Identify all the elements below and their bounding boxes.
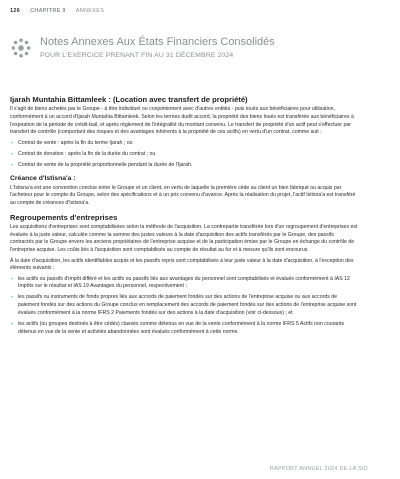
list-item: • Contrat de donation : après la fin de la durée du contrat ; ou [10,151,358,159]
istisna-heading: Créance d'Istisna'a : [10,174,76,182]
list-item: • les actifs (ou groupes destinés à être cédés) classés comme détenus en vue de la vente conformément à la norme IFRS 5 Actifs non courants détenus en vue de la vente et activités abandonnées sont évalués conformément à cette norme. [10,321,358,336]
page-footer: RAPPORT ANNUEL 2024 DE LA SID [269,466,368,472]
istisna-section [10,174,358,208]
regroupements-section [10,212,358,337]
ijarah-paragraph: Il s'agit de biens achetés par le Groupe - à titre individuel ou conjointement avec d'autres entités - puis loués aux bénéficiaires pour utilisation, conformément à un accord d'Ijarah Muntahia Bittamleek. Selon les termes dudit accord, la propriété des biens loués est transférée aux bénéficiaires à l'expiration de la période de crédit-bail, et après règlement de l'intégralité du montant convenu. Le transfert de propriété d'un actif peut s'effectuer par transfert de contrôle (comportant des risques et des avantages inhérents à la propriété de ces actifs) en vertu d'un contrat, comme suit : [10,106,354,136]
list-item: • Contrat de vente : après la fin du terme Ijarah ; ou [10,140,358,148]
list-item: • les passifs ou instruments de fonds propres liés aux accords de paiement fondés sur des actions de l'entreprise acquise ou aux accords de paiement fondés sur des actions du Groupe conclus en remplacement des accords de paiement fondés sur des actions de l'entreprise acquise sont évalués conformément à la norme IFRS 2 Paiements fondés sur des actions à la date d'acquisition (voir ci-dessous) ; et [10,294,358,317]
chapter-label: CHAPITRE 9 [30,8,66,14]
regroupements-paragraph-1: Les acquisitions d'entreprises sont comptabilisées selon la méthode de l'acquisition. La contrepartie transférée lors d'un regroupement d'entreprises est évaluée à la juste valeur, calculée comme la somme des justes valeurs à la date d'acquisition des actifs transférés par le Groupe, des passifs contractés par le Groupe envers les anciens propriétaires de l'entreprise acquise et de la participation émise par le Groupe en échange du contrôle de l'entreprise acquise. Les coûts liés à l'acquisition sont comptabilisés au compte de résultat au fur et à mesure qu'ils sont encourus. [10,223,358,254]
ijarah-heading: Ijarah Muntahia Bittamleek : (Location avec transfert de propriété) [10,95,248,104]
page-subtitle: POUR L'EXERCICE PRENANT FIN AU 31 DÉCEMBRE 2024 [40,52,234,59]
page-title: Notes Annexes Aux États Financiers Consolidés [40,36,275,48]
ijarah-section [10,94,358,170]
regroupements-list [10,276,358,337]
ijarah-list [10,140,358,170]
page-header [10,8,104,14]
regroupements-paragraph-2: À la date d'acquisition, les actifs identifiables acquis et les passifs repris sont comptabilisés à leur juste valeur à la date d'acquisition, à l'exception des éléments suivants : [10,257,354,272]
list-item: • Contrat de vente de la propriété proportionnelle pendant la durée de l'Ijarah. [10,162,358,170]
regroupements-heading: Regroupements d'entreprises [10,212,118,222]
organization-logo-icon [10,37,32,59]
list-item: • les actifs ou passifs d'impôt différé et les actifs ou passifs liés aux avantages du personnel sont comptabilisés et évalués conformément à IAS 12 Impôts sur le résultat et IAS 19 Avantages du personnel, respectivement ; [10,276,358,291]
page-number: 126 [10,8,21,14]
section-label: ANNEXES [75,8,105,14]
istisna-paragraph: L'Istisna'a est une convention conclue entre le Groupe et un client, en vertu de laquelle la première cède au client un bien fabriqué ou acquis par l'acheteur pour le compte du Groupe, selon des spécifications et à un prix convenu d'avance. Après la réalisation du projet, l'actif Istisna'a est transféré au compte de créances d'Istisna'a. [10,184,356,207]
main-content [10,94,358,340]
